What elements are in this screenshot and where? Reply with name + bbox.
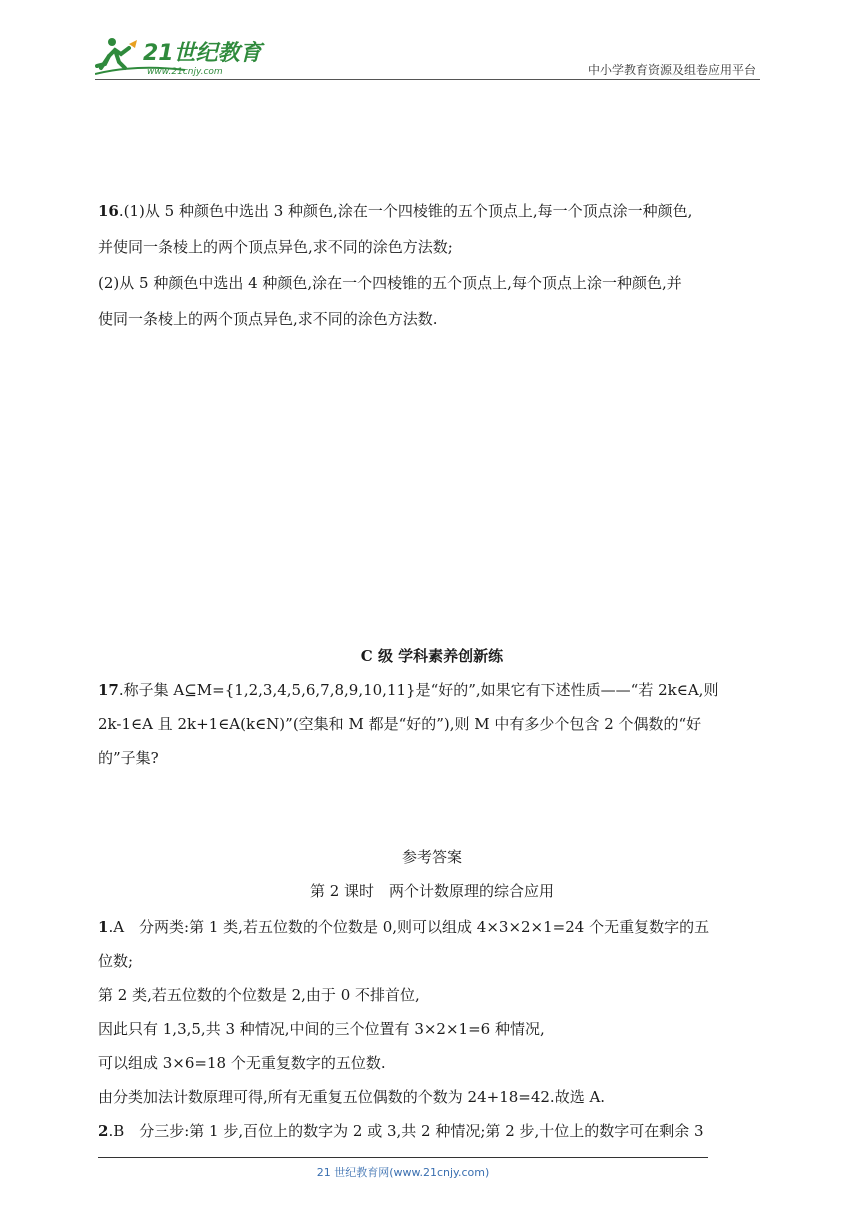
q16-number: 16 [98,202,119,220]
a1-line-6: 由分类加法计数原理可得,所有无重复五位偶数的个数为 24+18=42.故选 A. [98,1088,606,1106]
a1-line-5: 可以组成 3×6=18 个无重复数字的五位数. [98,1054,386,1072]
a1-number: 1 [98,918,109,936]
q16-line-1: 16.(1)从 5 种颜色中选出 3 种颜色,涂在一个四棱锥的五个顶点上,每一个顶点涂一种颜色, [98,202,693,220]
q17-number: 17 [98,681,119,699]
q16-line-2: 并使同一条棱上的两个顶点异色,求不同的涂色方法数; [98,238,453,256]
q17-line-1: 17.称子集 A⊆M={1,2,3,4,5,6,7,8,9,10,11}是“好的”,如果它有下述性质——“若 2k∈A,则 [98,681,719,699]
logo-text: 21世纪教育 [143,41,262,66]
a1-line-2: 位数; [98,952,134,970]
a1-line-1: 1.A 分两类:第 1 类,若五位数的个位数是 0,则可以组成 4×3×2×1=24 个无重复数字的五 [98,918,710,936]
q17-line-2: 2k-1∈A 且 2k+1∈A(k∈N)”(空集和 M 都是“好的”),则 M 中有多少个包含 2 个偶数的“好 [98,715,702,733]
logo-url: www.21cnjy.com [147,67,223,77]
a1-line-4: 因此只有 1,3,5,共 3 种情况,中间的三个位置有 3×2×1=6 种情况, [98,1020,545,1038]
a2-number: 2 [98,1122,109,1140]
section-c-title: C 级 学科素养创新练 [360,647,504,665]
footer-text: 21 世纪教育网(www.21cnjy.com) [316,1166,490,1179]
header-title: 中小学教育资源及组卷应用平台 [587,63,756,77]
header-rule [95,79,760,80]
a1-line-3: 第 2 类,若五位数的个位数是 2,由于 0 不排首位, [98,986,420,1004]
page-header [95,34,760,80]
q16-line-3: (2)从 5 种颜色中选出 4 种颜色,涂在一个四棱锥的五个顶点上,每个顶点上涂一种颜色,并 [98,274,682,292]
q16-line-4: 使同一条棱上的两个顶点异色,求不同的涂色方法数. [98,310,438,328]
answers-heading: 参考答案 [401,848,462,866]
q17-line-3: 的”子集? [98,749,159,767]
lesson-title: 第 2 课时 两个计数原理的综合应用 [309,882,555,900]
footer-rule [98,1157,708,1158]
a2-line-1: 2.B 分三步:第 1 步,百位上的数字为 2 或 3,共 2 种情况;第 2 步,十位上的数字可在剩余 3 [98,1122,704,1140]
21cnjy-logo [95,34,265,78]
